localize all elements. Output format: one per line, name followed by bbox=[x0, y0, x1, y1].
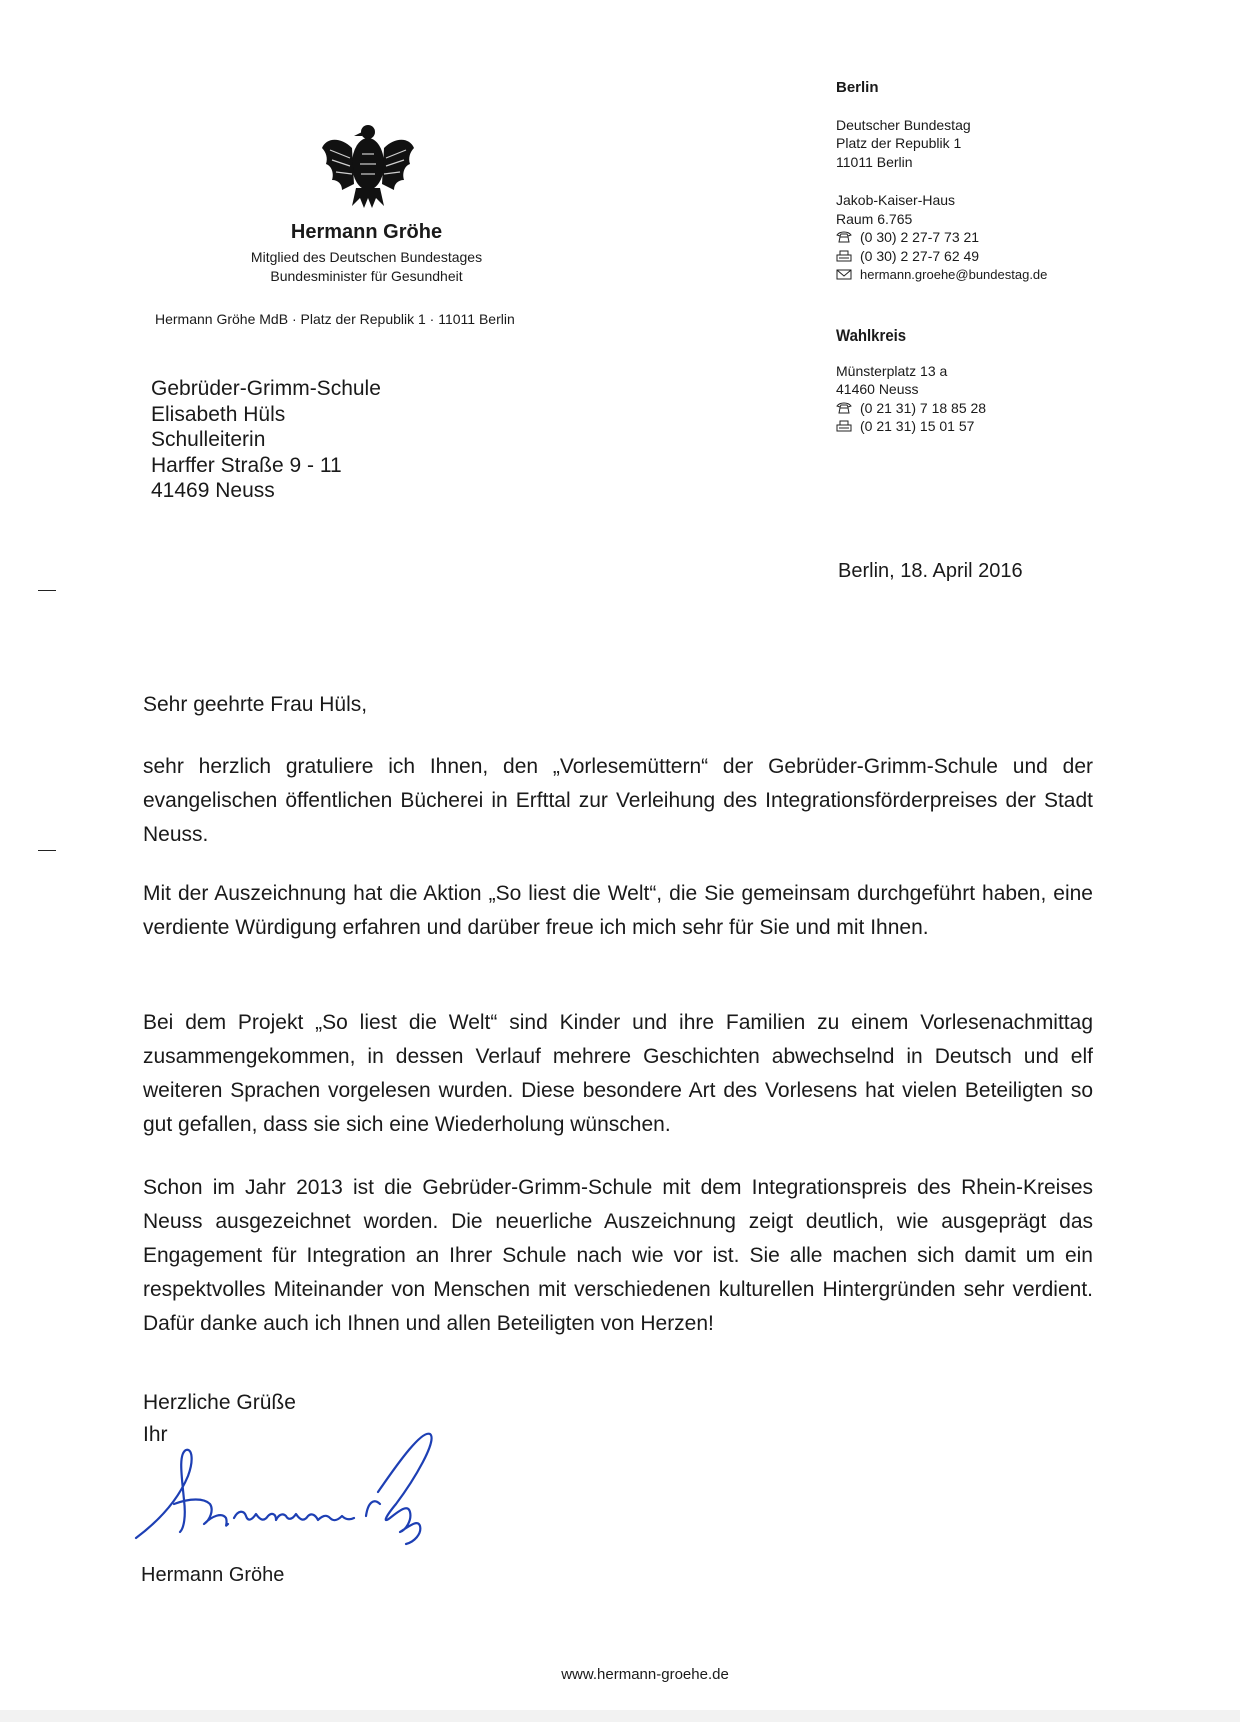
phone-icon bbox=[836, 402, 852, 414]
contact-line: 11011 Berlin bbox=[836, 153, 913, 170]
body-paragraph: sehr herzlich gratuliere ich Ihnen, den „Vorlesemüttern“ der Gebrüder-Grimm-Schule und der evangelischen öffentlichen Bücherei in Erfttal zur Verleihung des Integrationsförderpreises der Stadt Neuss. bbox=[143, 755, 1093, 846]
recipient-line: 41469 Neuss bbox=[151, 479, 275, 502]
contact-wahlkreis bbox=[836, 327, 986, 436]
fax-number: (0 21 31) 15 01 57 bbox=[860, 418, 975, 434]
contact-line: Deutscher Bundestag bbox=[836, 116, 971, 133]
body-paragraph: Bei dem Projekt „So liest die Welt“ sind Kinder und ihre Familien zu einem Vorlesenachmittag zusammengekommen, in dessen Verlauf mehrere Geschichten abwechselnd in Deutsch und elf weiteren Sprachen vorgelesen wurden. Diese besondere Art des Vorlesens hat vielen Beteiligten so gut gefallen, dass sie sich eine Wiederholung wünschen. bbox=[143, 1011, 1093, 1136]
contact-berlin bbox=[836, 79, 1047, 285]
contact-phone bbox=[836, 399, 986, 418]
fax-number: (0 30) 2 27-7 62 49 bbox=[860, 247, 980, 264]
phone-number: (0 21 31) 7 18 85 28 bbox=[860, 399, 987, 416]
page-edge bbox=[0, 1710, 1240, 1722]
phone-number: (0 30) 2 27-7 73 21 bbox=[860, 229, 980, 245]
return-address: Hermann Gröhe MdB · Platz der Republik 1 · 11011 Berlin bbox=[155, 311, 515, 327]
handwritten-signature bbox=[130, 1420, 470, 1550]
recipient-line: Gebrüder-Grimm-Schule bbox=[151, 377, 381, 400]
letter-date: Berlin, 18. April 2016 bbox=[838, 560, 1023, 582]
sender-name: Hermann Gröhe bbox=[290, 221, 443, 243]
signer-name: Hermann Gröhe bbox=[141, 1564, 285, 1586]
closing-line: Ihr bbox=[143, 1423, 168, 1446]
contact-heading: Wahlkreis bbox=[836, 326, 907, 345]
body-paragraph: Mit der Auszeichnung hat die Aktion „So liest die Welt“, die Sie gemeinsam durchgeführt haben, eine verdiente Würdigung erfahren und darüber freue ich mich sehr für Sie und mit Ihnen. bbox=[143, 882, 1093, 939]
contact-phone bbox=[836, 228, 1047, 247]
email-address: hermann.groehe@bundestag.de bbox=[860, 267, 1048, 282]
contact-line: 41460 Neuss bbox=[836, 381, 919, 397]
website-link[interactable]: www.hermann-groehe.de bbox=[561, 1666, 729, 1683]
sender-role: Bundesminister für Gesundheit bbox=[270, 268, 463, 284]
recipient-line: Elisabeth Hüls bbox=[151, 402, 286, 426]
contact-line: Münsterplatz 13 a bbox=[836, 362, 948, 379]
closing-line: Herzliche Grüße bbox=[143, 1391, 296, 1414]
contact-building: Jakob-Kaiser-Haus bbox=[836, 192, 956, 208]
email-icon bbox=[836, 268, 852, 280]
contact-email bbox=[836, 265, 1047, 285]
recipient-line: Harffer Straße 9 - 11 bbox=[151, 453, 342, 477]
phone-icon bbox=[836, 231, 852, 243]
body-paragraph: Schon im Jahr 2013 ist die Gebrüder-Grimm-Schule mit dem Integrationspreis des Rhein-Kreises Neuss ausgezeichnet worden. Die neuerliche Auszeichnung zeigt deutlich, wie ausgeprägt das Engagement für Integration an Ihrer Schule nach wie vor ist. Sie alle machen sich damit um ein respektvolles Miteinander von Menschen mit verschiedenen kulturellen Hintergründen sehr verdient. Dafür danke auch ich Ihnen und allen Beteiligten von Herzen! bbox=[143, 1176, 1093, 1335]
salutation: Sehr geehrte Frau Hüls, bbox=[143, 693, 368, 716]
contact-heading: Berlin bbox=[836, 79, 879, 96]
contact-fax bbox=[836, 247, 1047, 266]
fold-mark bbox=[38, 850, 56, 851]
fax-icon bbox=[836, 250, 852, 262]
contact-line: Platz der Republik 1 bbox=[836, 135, 962, 151]
contact-fax bbox=[836, 417, 986, 436]
bundesadler-eagle-icon bbox=[316, 118, 420, 210]
fold-mark bbox=[38, 590, 56, 591]
sender-role: Mitglied des Deutschen Bundestages bbox=[250, 249, 483, 265]
contact-room: Raum 6.765 bbox=[836, 210, 913, 227]
recipient-address bbox=[151, 376, 381, 504]
recipient-line: Schulleiterin bbox=[151, 428, 266, 451]
fax-icon bbox=[836, 420, 852, 432]
